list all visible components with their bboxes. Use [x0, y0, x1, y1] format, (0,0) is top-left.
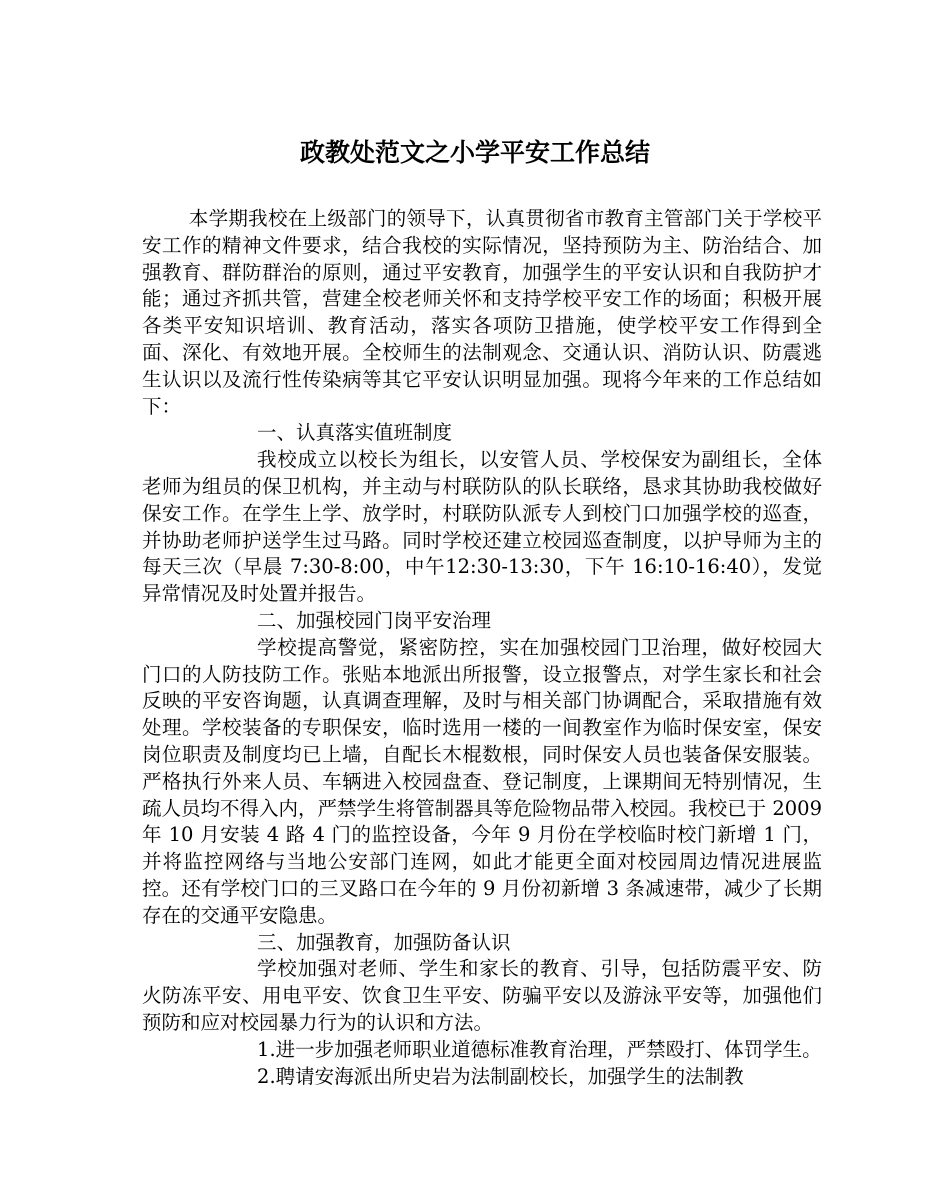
document-title: 政教处范文之小学平安工作总结	[299, 138, 650, 167]
duty-system-paragraph: 我校成立以校长为组长，以安管人员、学校保安为副组长，全体老师为组员的保卫机构，并主动与村联防队的队长联络，恳求其协助我校做好保安工作。在学生上学、放学时，村联防队派专人到校门口加强学校的巡查，并协助老师护送学生过马路。同时学校还建立校园巡查制度，以护导师为主的每天三次（早晨 7:30-8:00，中午12:30-13:30，下午 16:10-16:40），发觉异常情况及时处置并报告。	[142, 448, 822, 606]
section-heading-safety-education: 三、加强教育，加强防备认识	[257, 930, 511, 954]
gate-management-paragraph: 学校提高警觉，紧密防控，实在加强校园门卫治理，做好校园大门口的人防技防工作。张贴本地派出所报警，设立报警点，对学生家长和社会反映的平安咨询题，认真调查理解，及时与相关部门协调配合，采取措施有效处理。学校装备的专职保安，临时选用一楼的一间教室作为临时保安室，保安岗位职责及制度均已上墙，自配长木棍数根，同时保安人员也装备保安服装。严格执行外来人员、车辆进入校园盘查、登记制度，上课期间无特别情况，生疏人员均不得入内，严禁学生将管制器具等危险物品带入校园。我校已于 2009 年 10 月安装 4 路 4 门的监控设备，今年 9 月份在学校临时校门新增 1 门，并将监控网络与当地公安部门连网，如此才能更全面对校园周边情况进展监控。还有学校门口的三叉路口在今年的 9 月份初新增 3 条减速带，减少了长期存在的交通平安隐患。	[142, 635, 822, 927]
safety-education-paragraph: 学校加强对老师、学生和家长的教育、引导，包括防震平安、防火防冻平安、用电平安、饮食卫生平安、防骗平安以及游泳平安等，加强他们预防和应对校园暴力行为的认识和方法。	[142, 957, 822, 1034]
section-heading-duty-system: 一、认真落实值班制度	[257, 421, 453, 445]
section-heading-gate-management: 二、加强校园门岗平安治理	[257, 608, 492, 632]
document-body	[142, 206, 822, 1090]
list-item-teacher-ethics: 1.进一步加强老师职业道德标准教育治理，严禁殴打、体罚学生。	[257, 1037, 822, 1061]
list-item-legal-vice-principal: 2.聘请安海派出所史岩为法制副校长，加强学生的法制教	[257, 1064, 744, 1088]
intro-paragraph: 本学期我校在上级部门的领导下，认真贯彻省市教育主管部门关于学校平安工作的精神文件要求，结合我校的实际情况，坚持预防为主、防治结合、加强教育、群防群治的原则，通过平安教育，加强学生的平安认识和自我防护才能；通过齐抓共管，营建全校老师关怀和支持学校平安工作的场面；积极开展各类平安知识培训、教育活动，落实各项防卫措施，使学校平安工作得到全面、深化、有效地开展。全校师生的法制观念、交通认识、消防认识、防震逃生认识以及流行性传染病等其它平安认识明显加强。现将今年来的工作总结如下：	[142, 207, 822, 418]
